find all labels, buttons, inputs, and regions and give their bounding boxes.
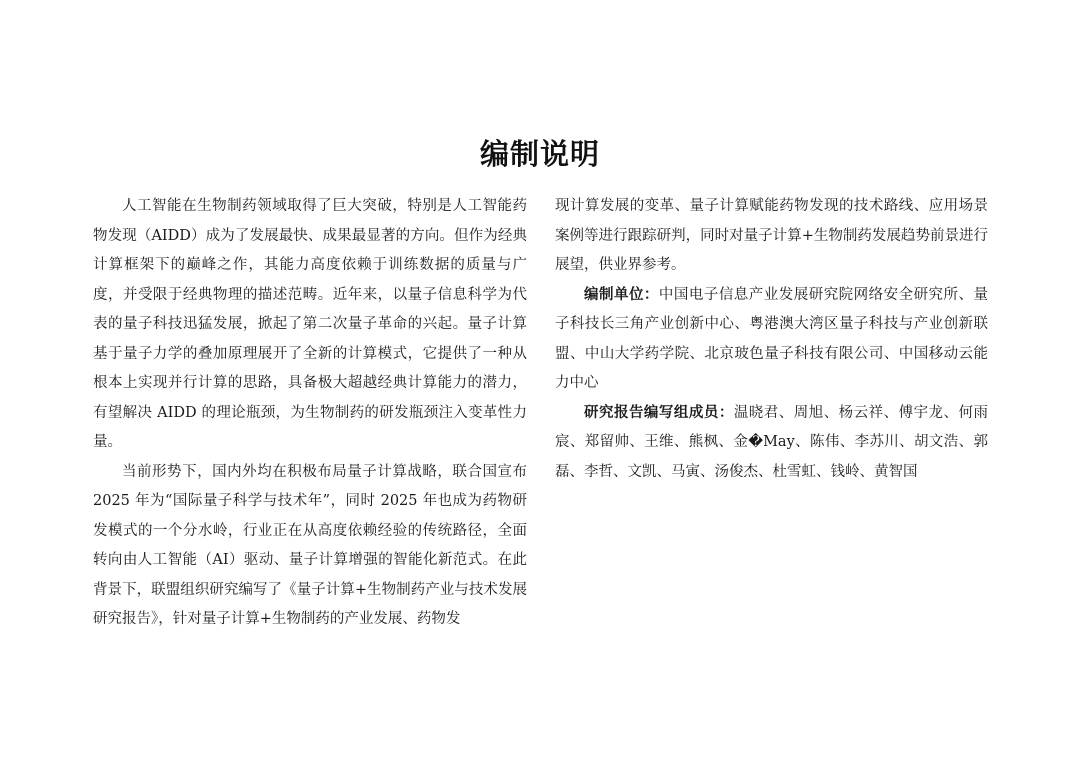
left-column xyxy=(93,192,527,635)
compiling-units-text: 中国电子信息产业发展研究院网络安全研究所、量子科技长三角产业创新中心、粤港澳大湾区量子科技与产业创新联盟、中山大学药学院、北京玻色量子科技有限公司、中国移动云能力中心 xyxy=(555,286,989,391)
intro-paragraph: 人工智能在生物制药领域取得了巨大突破，特别是人工智能药物发现（AIDD）成为了发展最快、成果最显著的方向。但作为经典计算框架下的巅峰之作，其能力高度依赖于训练数据的质量与广度，并受限于经典物理的描述范畴。近年来，以量子信息科学为代表的量子科技迅猛发展，掀起了第二次量子革命的兴起。量子计算基于量子力学的叠加原理展开了全新的计算模式，它提供了一种从根本上实现并行计算的思路，具备极大超越经典计算能力的潜力，有望解决 AIDD 的理论瓶颈，为生物制药的研发瓶颈注入变革性力量。 xyxy=(93,198,527,450)
writing-group-paragraph xyxy=(555,399,988,488)
writing-group-label: 研究报告编写组成员： xyxy=(584,404,734,421)
context-paragraph-continued: 现计算发展的变革、量子计算赋能药物发现的技术路线、应用场景案例等进行跟踪研判，同时对量子计算+生物制药发展趋势前景进行展望，供业界参考。 xyxy=(555,198,988,273)
writing-group-members: 温晓君、周旭、杨云祥、傅宇龙、何雨宸、郑留帅、王维、熊枫、金�May、陈伟、李苏川、胡文浩、郭磊、李哲、文凯、马寅、汤俊杰、杜雪虹、钱岭、黄智国 xyxy=(555,404,989,480)
context-paragraph: 当前形势下，国内外均在积极布局量子计算战略，联合国宣布2025 年为“国际量子科学与技术年”，同时 2025 年也成为药物研发模式的一个分水岭，行业正在从高度依赖经验的传统路径，全面转向由人工智能（AI）驱动、量子计算增强的智能化新范式。在此背景下，联盟组织研究编写了《量子计算+生物制药产业与技术发展研究报告》，针对量子计算+生物制药的产业发展、药物发 xyxy=(93,463,527,627)
right-column xyxy=(555,192,988,487)
compiling-units-label: 编制单位： xyxy=(584,286,659,303)
page-title: 编制说明 xyxy=(479,137,600,171)
compiling-units-paragraph xyxy=(555,281,988,399)
